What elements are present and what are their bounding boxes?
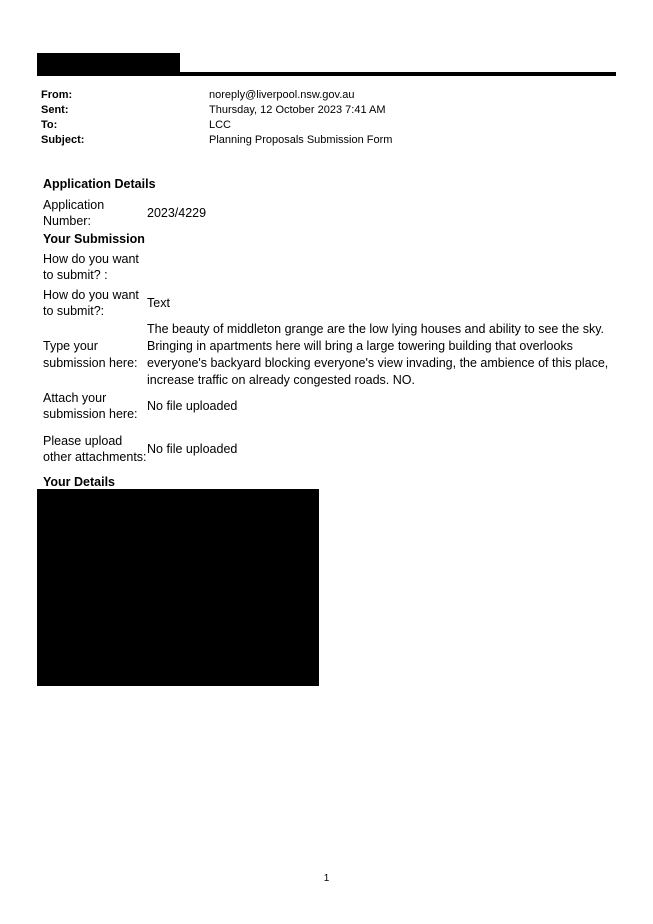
from-label: From: [41,89,73,101]
other-attach-label: Please upload other attachments: [43,434,147,464]
sent-label: Sent: [41,104,69,116]
how-submit-label-1: How do you want to submit? : [43,252,139,282]
from-row [41,88,601,103]
sent-value: Thursday, 12 October 2023 7:41 AM [209,104,386,116]
application-number-value: 2023/4229 [147,205,207,220]
your-submission-heading: Your Submission [43,232,145,246]
how-submit-label-2: How do you want to submit?: [43,288,139,318]
how-submit-row-2 [43,285,618,321]
to-label: To: [41,119,58,131]
subject-label: Subject: [41,134,85,146]
type-submission-row [43,321,618,388]
your-details-heading: Your Details [43,475,116,489]
attach-row [43,388,618,424]
other-attach-value: No file uploaded [147,442,238,456]
attach-value: No file uploaded [147,399,238,413]
how-submit-row-1 [43,249,618,285]
type-submission-label: Type your submission here: [43,338,138,370]
to-row [41,118,601,133]
how-submit-value-2: Text [147,296,170,310]
application-number-row [43,195,618,230]
email-header [41,88,601,148]
other-attach-row [43,424,618,474]
application-details-heading: Application Details [43,177,156,191]
header-rule [37,72,616,76]
redaction-bar-top [37,53,180,74]
sent-row [41,103,601,118]
page-number: 1 [323,873,330,884]
from-value: noreply@liverpool.nsw.gov.au [209,89,355,101]
type-submission-value: The beauty of middleton grange are the low lying houses and ability to see the sky. Bringing in apartments here will bring a large towering building that overlooks everyone's backyard blocking everyone's view invading, the ambience of this place, increase traffic on already congested roads. NO. [147,321,609,387]
subject-value: Planning Proposals Submission Form [209,134,393,146]
submission-form [43,176,618,490]
subject-row [41,133,601,148]
redaction-block-details [37,489,319,686]
to-value: LCC [209,119,232,131]
attach-label: Attach your submission here: [43,391,138,421]
application-number-label: Application Number: [43,197,105,228]
